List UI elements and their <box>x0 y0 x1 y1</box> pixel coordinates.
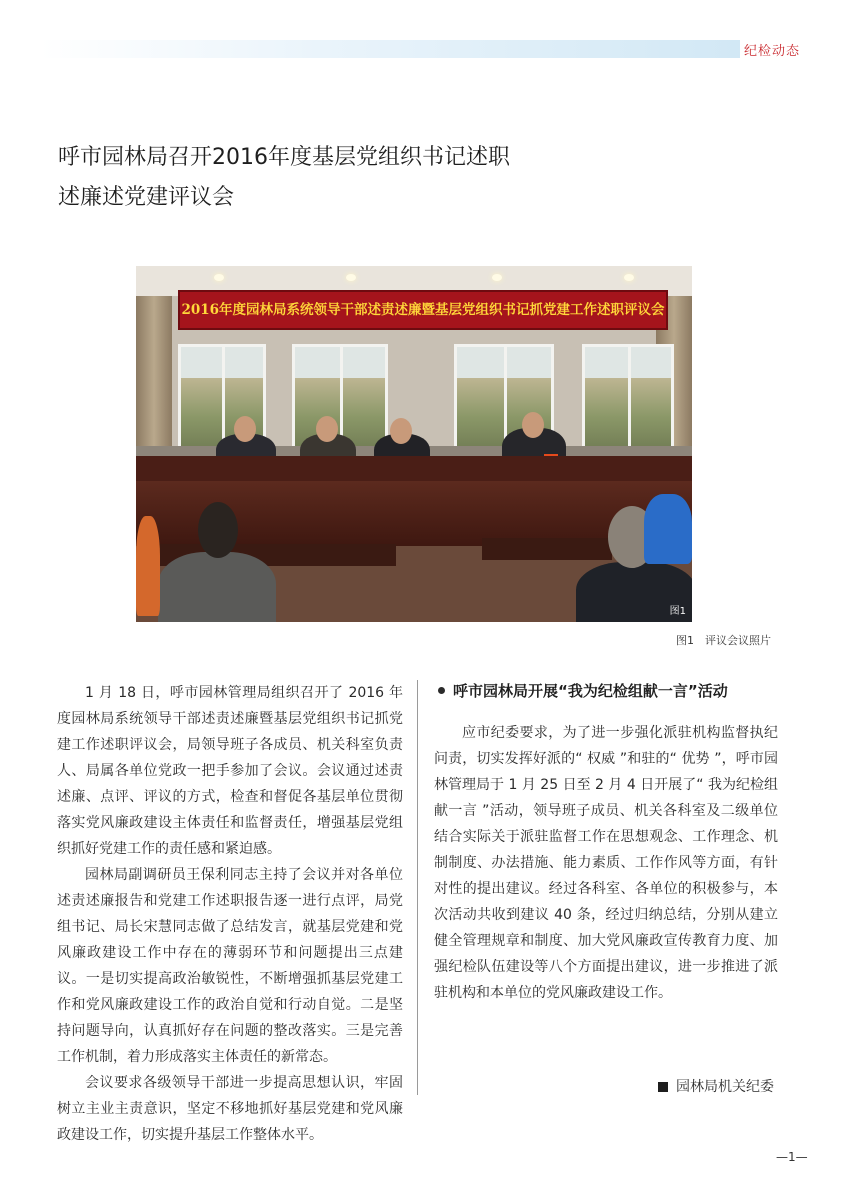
audience-figure <box>158 552 276 622</box>
square-bullet-icon <box>658 1082 668 1092</box>
audience-desk <box>482 538 612 560</box>
meeting-photo <box>136 266 692 622</box>
page-number: —1— <box>776 1150 808 1164</box>
author-signature <box>658 1076 774 1096</box>
presider-head <box>316 416 338 442</box>
sidebar-article-paragraph: 应市纪委要求，为了进一步强化派驻机构监督执纪问责，切实发挥好派的“ 权威 ”和驻的“ 优势 ”，呼市园林管理局于 1 月 25 日至 2 月 4 日开展了“ 我为纪检组献一言 ”活动，领导班子成员、机关各科室及二级单位结合实际关于派驻监督工作在思想观念、工作理念、机制制度、办法措施、能力素质、工作作风等方面，有针对性的提出建议。经过各科室、各单位的积极参与，本次活动共收到建议 40 条，经过归纳总结，分别从建立健全管理规章和制度、加大党风廉政宣传教育力度、加强纪检队伍建设等八个方面提出建议，进一步推进了派驻机构和本单位的党风廉政建设工作。 <box>434 725 778 1001</box>
sidebar-article-title <box>434 678 778 704</box>
sidebar-article <box>434 678 778 1006</box>
article-title-line-1: 呼市园林局召开2016年度基层党组织书记述职 <box>58 145 510 170</box>
ceiling-light <box>624 274 634 281</box>
header-band-tick <box>732 40 740 58</box>
window <box>582 344 674 452</box>
header-band <box>40 40 740 58</box>
audience-head <box>198 502 238 558</box>
photo-caption: 图1 评议会议照片 <box>676 634 771 647</box>
meeting-banner: 2016年度园林局系统领导干部述责述廉暨基层党组织书记抓党建工作述职评议会 <box>178 290 668 330</box>
presider-head <box>390 418 412 444</box>
ceiling-light <box>346 274 356 281</box>
article-title-line-2: 述廉述党建评议会 <box>58 185 235 210</box>
bullet-icon <box>438 687 445 694</box>
article-paragraph-1: 1 月 18 日，呼市园林管理局组织召开了 2016 年度园林局系统领导干部述责述廉暨基层党组织书记抓党建工作述职评议会，局领导班子各成员、机关科室负责人、局属各单位党政一把手参加了会议。会议通过述责述廉、点评、评议的方式，检查和督促各基层单位贯彻落实党风廉政建设主体责任和监督责任，增强基层党组织抓好党建工作的责任感和紧迫感。 <box>57 685 403 857</box>
article-title <box>58 138 618 218</box>
presider-head <box>522 412 544 438</box>
audience-figure <box>644 494 692 564</box>
ceiling-light <box>214 274 224 281</box>
audience-figure <box>136 516 160 616</box>
ceiling-light <box>492 274 502 281</box>
article-body <box>57 680 403 1148</box>
presider-head <box>234 416 256 442</box>
curtain <box>136 296 172 466</box>
author-name: 园林局机关纪委 <box>676 1079 774 1095</box>
sidebar-article-title-text: 呼市园林局开展“我为纪检组献一言”活动 <box>453 682 728 700</box>
article-paragraph-3: 会议要求各级领导干部进一步提高思想认识，牢固树立主业主责意识，坚定不移地抓好基层党建和党风廉政建设工作，切实提升基层工作整体水平。 <box>57 1075 403 1143</box>
article-paragraph-2: 园林局副调研员王保利同志主持了会议并对各单位述责述廉报告和党建工作述职报告逐一进行点评，局党组书记、局长宋慧同志做了总结发言，就基层党建和党风廉政建设工作中存在的薄弱环节和问题提出三点建议。一是切实提高政治敏锐性，不断增强抓基层党建工作和党风廉政建设工作的政治自觉和行动自觉。二是坚持问题导向，认真抓好存在问题的整改落实。三是完善工作机制，着力形成落实主体责任的新常态。 <box>57 867 403 1065</box>
section-label: 纪检动态 <box>744 44 801 59</box>
column-divider <box>417 680 418 1095</box>
photo-tag: 图1 <box>669 606 686 617</box>
